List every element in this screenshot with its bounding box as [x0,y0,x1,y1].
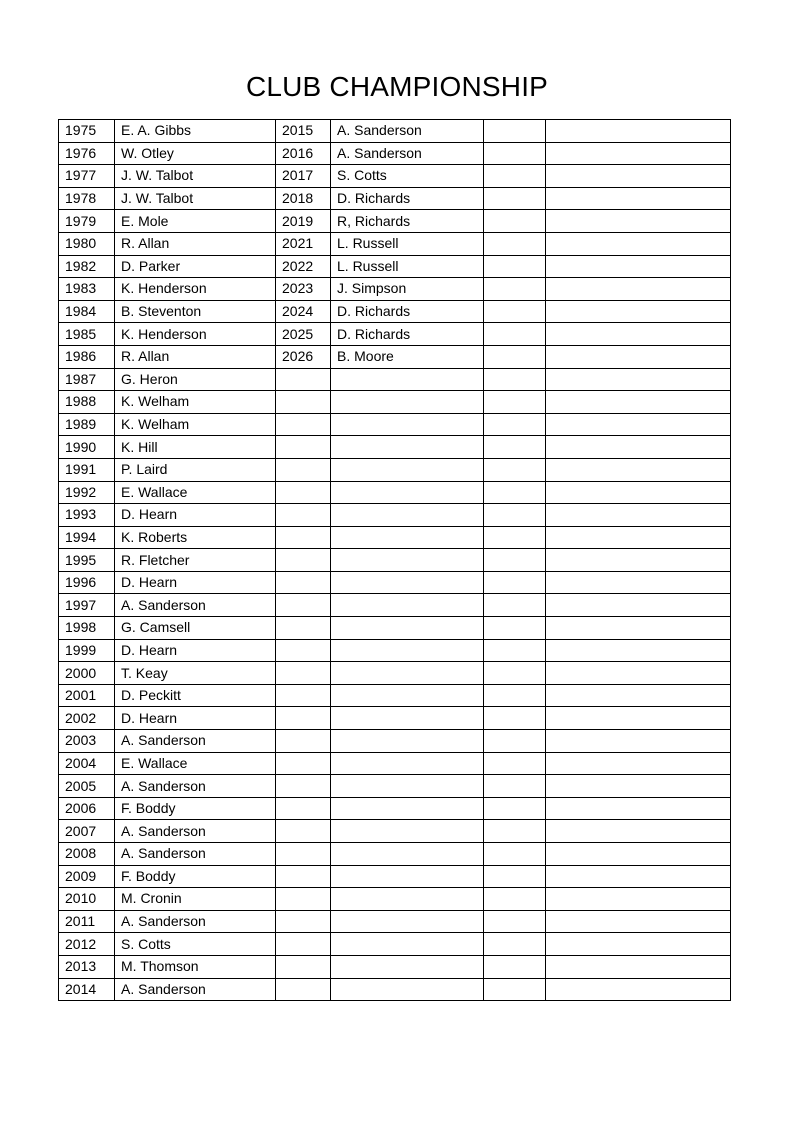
table-row [59,820,731,843]
year-cell-second [276,481,331,504]
winner-cell-first: A. Sanderson [115,843,276,866]
year-cell-second: 2018 [276,187,331,210]
blank-cell-fifth [484,662,546,685]
blank-cell-fifth [484,978,546,1001]
table-row [59,323,731,346]
blank-cell-sixth [546,684,731,707]
championship-table-body [59,120,731,1001]
winner-cell-first: M. Thomson [115,955,276,978]
year-cell-first: 1978 [59,187,115,210]
table-row [59,955,731,978]
winner-cell-first: K. Hill [115,436,276,459]
blank-cell-fifth [484,775,546,798]
year-cell-first: 1992 [59,481,115,504]
winner-cell-first: D. Parker [115,255,276,278]
table-row [59,843,731,866]
winner-cell-second [331,617,484,640]
year-cell-second: 2017 [276,165,331,188]
winner-cell-first: G. Camsell [115,617,276,640]
winner-cell-first: R. Fletcher [115,549,276,572]
year-cell-first: 1998 [59,617,115,640]
year-cell-first: 1982 [59,255,115,278]
blank-cell-fifth [484,820,546,843]
page-title: CLUB CHAMPIONSHIP [245,71,549,102]
year-cell-first: 2014 [59,978,115,1001]
blank-cell-sixth [546,210,731,233]
winner-cell-second: L. Russell [331,255,484,278]
blank-cell-sixth [546,662,731,685]
blank-cell-sixth [546,368,731,391]
blank-cell-sixth [546,933,731,956]
blank-cell-sixth [546,526,731,549]
winner-cell-second: B. Moore [331,345,484,368]
year-cell-second [276,549,331,572]
winner-cell-first: A. Sanderson [115,820,276,843]
blank-cell-fifth [484,368,546,391]
year-cell-second [276,391,331,414]
winner-cell-first: J. W. Talbot [115,165,276,188]
year-cell-second: 2024 [276,300,331,323]
winner-cell-second [331,843,484,866]
blank-cell-fifth [484,843,546,866]
blank-cell-fifth [484,413,546,436]
blank-cell-fifth [484,797,546,820]
year-cell-first: 2003 [59,730,115,753]
table-row [59,436,731,459]
blank-cell-fifth [484,888,546,911]
table-row [59,730,731,753]
blank-cell-sixth [546,255,731,278]
table-row [59,775,731,798]
blank-cell-fifth [484,300,546,323]
year-cell-second [276,413,331,436]
year-cell-second [276,504,331,527]
year-cell-second [276,662,331,685]
year-cell-second: 2021 [276,232,331,255]
winner-cell-second: R, Richards [331,210,484,233]
blank-cell-fifth [484,120,546,143]
year-cell-first: 1994 [59,526,115,549]
year-cell-second [276,368,331,391]
winner-cell-second: A. Sanderson [331,142,484,165]
year-cell-second [276,797,331,820]
winner-cell-first: D. Hearn [115,504,276,527]
blank-cell-fifth [484,436,546,459]
table-row [59,662,731,685]
winner-cell-second [331,549,484,572]
blank-cell-fifth [484,594,546,617]
blank-cell-sixth [546,232,731,255]
winner-cell-first: P. Laird [115,458,276,481]
winner-cell-first: E. Mole [115,210,276,233]
blank-cell-sixth [546,142,731,165]
winner-cell-second [331,730,484,753]
winner-cell-second [331,368,484,391]
winner-cell-second [331,752,484,775]
blank-cell-sixth [546,323,731,346]
year-cell-second: 2023 [276,278,331,301]
winner-cell-first: T. Keay [115,662,276,685]
year-cell-first: 1988 [59,391,115,414]
table-row [59,865,731,888]
table-row [59,481,731,504]
year-cell-second [276,910,331,933]
table-row [59,707,731,730]
winner-cell-second [331,707,484,730]
table-row [59,232,731,255]
winner-cell-second [331,594,484,617]
table-row [59,413,731,436]
year-cell-first: 2009 [59,865,115,888]
winner-cell-second [331,684,484,707]
blank-cell-sixth [546,345,731,368]
year-cell-second [276,820,331,843]
blank-cell-sixth [546,300,731,323]
blank-cell-fifth [484,232,546,255]
championship-table [58,119,731,1001]
blank-cell-fifth [484,617,546,640]
year-cell-first: 1976 [59,142,115,165]
blank-cell-sixth [546,707,731,730]
blank-cell-fifth [484,165,546,188]
year-cell-second: 2022 [276,255,331,278]
winner-cell-second [331,910,484,933]
year-cell-first: 2000 [59,662,115,685]
winner-cell-second: D. Richards [331,187,484,210]
winner-cell-second [331,662,484,685]
year-cell-first: 1997 [59,594,115,617]
year-cell-second: 2015 [276,120,331,143]
blank-cell-sixth [546,187,731,210]
year-cell-second: 2019 [276,210,331,233]
winner-cell-first: K. Roberts [115,526,276,549]
blank-cell-fifth [484,865,546,888]
year-cell-first: 2012 [59,933,115,956]
year-cell-first: 2008 [59,843,115,866]
year-cell-first: 1985 [59,323,115,346]
blank-cell-sixth [546,278,731,301]
winner-cell-first: A. Sanderson [115,775,276,798]
year-cell-first: 1989 [59,413,115,436]
year-cell-first: 1995 [59,549,115,572]
year-cell-second [276,594,331,617]
year-cell-first: 1977 [59,165,115,188]
blank-cell-sixth [546,391,731,414]
year-cell-first: 2007 [59,820,115,843]
winner-cell-first: A. Sanderson [115,910,276,933]
table-row [59,368,731,391]
winner-cell-second [331,955,484,978]
blank-cell-fifth [484,639,546,662]
winner-cell-second: S. Cotts [331,165,484,188]
table-row [59,391,731,414]
blank-cell-sixth [546,594,731,617]
year-cell-second [276,617,331,640]
winner-cell-second [331,797,484,820]
year-cell-first: 1991 [59,458,115,481]
winner-cell-first: R. Allan [115,232,276,255]
winner-cell-second [331,436,484,459]
year-cell-second [276,775,331,798]
winner-cell-first: F. Boddy [115,797,276,820]
year-cell-first: 1999 [59,639,115,662]
blank-cell-fifth [484,526,546,549]
blank-cell-sixth [546,955,731,978]
winner-cell-first: D. Hearn [115,639,276,662]
year-cell-second [276,526,331,549]
winner-cell-first: W. Otley [115,142,276,165]
year-cell-first: 2001 [59,684,115,707]
table-row [59,142,731,165]
year-cell-first: 2004 [59,752,115,775]
blank-cell-sixth [546,120,731,143]
table-row [59,594,731,617]
blank-cell-sixth [546,549,731,572]
year-cell-first: 1979 [59,210,115,233]
winner-cell-second [331,571,484,594]
blank-cell-sixth [546,617,731,640]
blank-cell-fifth [484,684,546,707]
table-row [59,933,731,956]
year-cell-first: 1983 [59,278,115,301]
table-row [59,278,731,301]
winner-cell-second [331,458,484,481]
blank-cell-fifth [484,323,546,346]
year-cell-first: 1980 [59,232,115,255]
blank-cell-sixth [546,165,731,188]
table-row [59,187,731,210]
winner-cell-second: J. Simpson [331,278,484,301]
year-cell-second [276,933,331,956]
blank-cell-sixth [546,888,731,911]
year-cell-second [276,955,331,978]
winner-cell-second [331,526,484,549]
blank-cell-sixth [546,978,731,1001]
year-cell-second [276,436,331,459]
year-cell-second [276,843,331,866]
table-row [59,165,731,188]
winner-cell-second [331,481,484,504]
year-cell-first: 1987 [59,368,115,391]
blank-cell-sixth [546,752,731,775]
blank-cell-fifth [484,910,546,933]
year-cell-second [276,730,331,753]
blank-cell-fifth [484,481,546,504]
year-cell-first: 2002 [59,707,115,730]
winner-cell-first: G. Heron [115,368,276,391]
blank-cell-sixth [546,797,731,820]
blank-cell-fifth [484,210,546,233]
winner-cell-first: D. Hearn [115,707,276,730]
winner-cell-first: F. Boddy [115,865,276,888]
blank-cell-sixth [546,481,731,504]
winner-cell-second: L. Russell [331,232,484,255]
winner-cell-first: K. Henderson [115,323,276,346]
blank-cell-fifth [484,255,546,278]
year-cell-second [276,707,331,730]
blank-cell-fifth [484,549,546,572]
year-cell-first: 2006 [59,797,115,820]
table-row [59,345,731,368]
winner-cell-second [331,865,484,888]
winner-cell-second [331,888,484,911]
blank-cell-sixth [546,436,731,459]
year-cell-first: 1990 [59,436,115,459]
table-row [59,639,731,662]
year-cell-first: 2010 [59,888,115,911]
blank-cell-fifth [484,730,546,753]
blank-cell-fifth [484,345,546,368]
blank-cell-sixth [546,820,731,843]
winner-cell-second [331,820,484,843]
year-cell-first: 1975 [59,120,115,143]
winner-cell-first: R. Allan [115,345,276,368]
blank-cell-fifth [484,187,546,210]
blank-cell-sixth [546,639,731,662]
table-row [59,120,731,143]
blank-cell-sixth [546,730,731,753]
blank-cell-fifth [484,504,546,527]
winner-cell-second: A. Sanderson [331,120,484,143]
winner-cell-first: E. Wallace [115,481,276,504]
blank-cell-fifth [484,278,546,301]
blank-cell-sixth [546,865,731,888]
winner-cell-second [331,978,484,1001]
year-cell-first: 2013 [59,955,115,978]
winner-cell-first: E. Wallace [115,752,276,775]
year-cell-first: 1984 [59,300,115,323]
blank-cell-sixth [546,910,731,933]
table-row [59,255,731,278]
year-cell-first: 1996 [59,571,115,594]
year-cell-second [276,888,331,911]
table-row [59,910,731,933]
winner-cell-second [331,504,484,527]
table-row [59,617,731,640]
table-row [59,888,731,911]
year-cell-second: 2025 [276,323,331,346]
blank-cell-sixth [546,571,731,594]
blank-cell-fifth [484,391,546,414]
year-cell-first: 2011 [59,910,115,933]
blank-cell-sixth [546,413,731,436]
blank-cell-fifth [484,142,546,165]
year-cell-second [276,684,331,707]
winner-cell-first: A. Sanderson [115,730,276,753]
year-cell-second [276,639,331,662]
winner-cell-second [331,413,484,436]
table-row [59,684,731,707]
year-cell-second [276,752,331,775]
blank-cell-fifth [484,752,546,775]
year-cell-second: 2016 [276,142,331,165]
table-row [59,526,731,549]
winner-cell-first: B. Steventon [115,300,276,323]
table-row [59,458,731,481]
table-row [59,300,731,323]
winner-cell-first: D. Hearn [115,571,276,594]
winner-cell-first: K. Welham [115,413,276,436]
year-cell-first: 2005 [59,775,115,798]
blank-cell-fifth [484,955,546,978]
blank-cell-fifth [484,458,546,481]
year-cell-first: 1993 [59,504,115,527]
year-cell-second [276,458,331,481]
table-row [59,549,731,572]
table-row [59,504,731,527]
winner-cell-first: K. Welham [115,391,276,414]
winner-cell-first: A. Sanderson [115,978,276,1001]
winner-cell-second [331,391,484,414]
blank-cell-fifth [484,571,546,594]
table-row [59,210,731,233]
year-cell-second [276,978,331,1001]
table-row [59,571,731,594]
table-row [59,978,731,1001]
year-cell-second: 2026 [276,345,331,368]
table-row [59,752,731,775]
blank-cell-sixth [546,843,731,866]
winner-cell-first: E. A. Gibbs [115,120,276,143]
year-cell-second [276,571,331,594]
blank-cell-sixth [546,504,731,527]
winner-cell-first: A. Sanderson [115,594,276,617]
winner-cell-first: S. Cotts [115,933,276,956]
winner-cell-second [331,639,484,662]
winner-cell-first: J. W. Talbot [115,187,276,210]
winner-cell-first: D. Peckitt [115,684,276,707]
year-cell-second [276,865,331,888]
winner-cell-first: K. Henderson [115,278,276,301]
winner-cell-first: M. Cronin [115,888,276,911]
winner-cell-second [331,775,484,798]
blank-cell-sixth [546,458,731,481]
blank-cell-fifth [484,707,546,730]
winner-cell-second: D. Richards [331,323,484,346]
winner-cell-second: D. Richards [331,300,484,323]
blank-cell-sixth [546,775,731,798]
blank-cell-fifth [484,933,546,956]
year-cell-first: 1986 [59,345,115,368]
table-row [59,797,731,820]
winner-cell-second [331,933,484,956]
